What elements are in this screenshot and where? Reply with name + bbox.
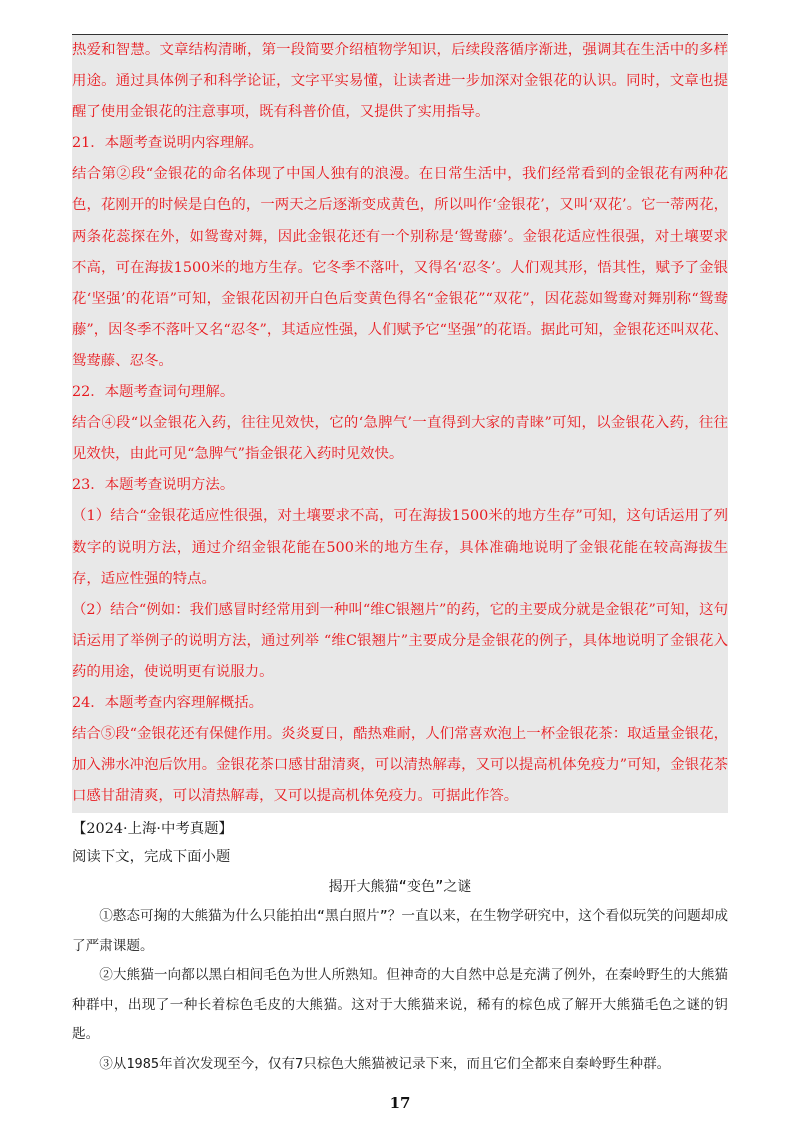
article-paragraph: ①憨态可掬的大熊猫为什么只能拍出“黑白照片”？一直以来，在生物学研究中，这个看似玩笑的问题却成了严肃课题。 (72, 908, 728, 954)
exam-source-label: 【2024·上海·中考真题】 (72, 821, 233, 837)
question-22-heading: 22．本题考查词句理解。 (72, 384, 235, 401)
question-23-heading: 23．本题考查说明方法。 (72, 477, 235, 494)
answer-paragraph: 结合第②段“金银花的命名体现了中国人独有的浪漫。在日常生活中，我们经常看到的金银花有两种花色，花刚开的时候是白色的，一两天之后逐渐变成黄色，所以叫作‘金银花’，又叫‘双花’。它一蒂两花，两条花蕊探在外，如鸳鸯对舞，因此金银花还有一个别称是‘鸳鸯藤’。金银花适应性很强，对土壤要求不高，可在海拔1500米的地方生存。它冬季不落叶，又得名‘忍冬’。人们观其形，悟其性，赋予了金银花‘坚强’的花语”可知，金银花因初开白色后变黄色得名“金银花”“双花”，因花蕊如鸳鸯对舞别称“鸳鸯藤”，因冬季不落叶又名“忍冬”，其适应性强，人们赋予它“坚强”的花语。据此可知，金银花还叫双花、鸳鸯藤、忍冬。 (72, 166, 728, 369)
article-paragraph: ③从1985年首次发现至今，仅有7只棕色大熊猫被记录下来，而且它们全都来自秦岭野生种群。 (99, 1055, 671, 1072)
reading-instruction: 阅读下文，完成下面小题 (72, 849, 231, 865)
answer-paragraph: （1）结合“金银花适应性很强，对土壤要求不高，可在海拔1500米的地方生存”可知，这句话运用了列数字的说明方法，通过介绍金银花能在500米的地方生存，具体准确地说明了金银花能在较高海拔生存，适应性强的特点。 (72, 508, 728, 587)
answer-paragraph: 结合⑤段“金银花还有保健作用。炎炎夏日，酷热难耐，人们常喜欢泡上一杯金银花茶：取适量金银花，加入沸水冲泡后饮用。金银花茶口感甘甜清爽，可以清热解毒，又可以提高机体免疫力”可知，金银花茶口感甘甜清爽，可以清热解毒，又可以提高机体免疫力。可据此作答。 (72, 726, 728, 805)
answer-explanation-block (72, 35, 728, 813)
page-number: 17 (389, 1094, 411, 1112)
answer-paragraph: 结合④段“以金银花入药，往往见效快，它的‘急脾气’一直得到大家的青睐”可知，以金银花入药，往往见效快，由此可见“急脾气”指金银花入药时见效快。 (72, 415, 728, 463)
question-21-heading: 21．本题考查说明内容理解。 (72, 135, 263, 152)
question-24-heading: 24．本题考查内容理解概括。 (72, 694, 263, 711)
article-title: 揭开大熊猫“变色”之谜 (328, 879, 472, 895)
answer-paragraph: （2）结合“例如：我们感冒时经常用到一种叫“维C银翘片”的药，它的主要成分就是金银花”可知，这句话运用了举例子的说明方法，通过列举 “维C银翘片”主要成分是金银花的例子，具体地说明了金银花入药的用途，使说明更有说服力。 (72, 601, 728, 680)
article-body (72, 902, 728, 1080)
answer-paragraph: 热爱和智慧。文章结构清晰，第一段简要介绍植物学知识，后续段落循序渐进，强调其在生活中的多样用途。通过具体例子和科学论证，文字平实易懂，让读者进一步加深对金银花的认识。同时，文章也提醒了使用金银花的注意事项，既有科普价值，又提供了实用指导。 (72, 42, 728, 121)
exam-question-section (72, 816, 728, 1080)
article-paragraph: ②大熊猫一向都以黑白相间毛色为世人所熟知。但神奇的大自然中总是充满了例外，在秦岭野生的大熊猫种群中，出现了一种长着棕色毛皮的大熊猫。这对于大熊猫来说，稀有的棕色成了解开大熊猫毛色之谜的钥匙。 (72, 967, 728, 1043)
